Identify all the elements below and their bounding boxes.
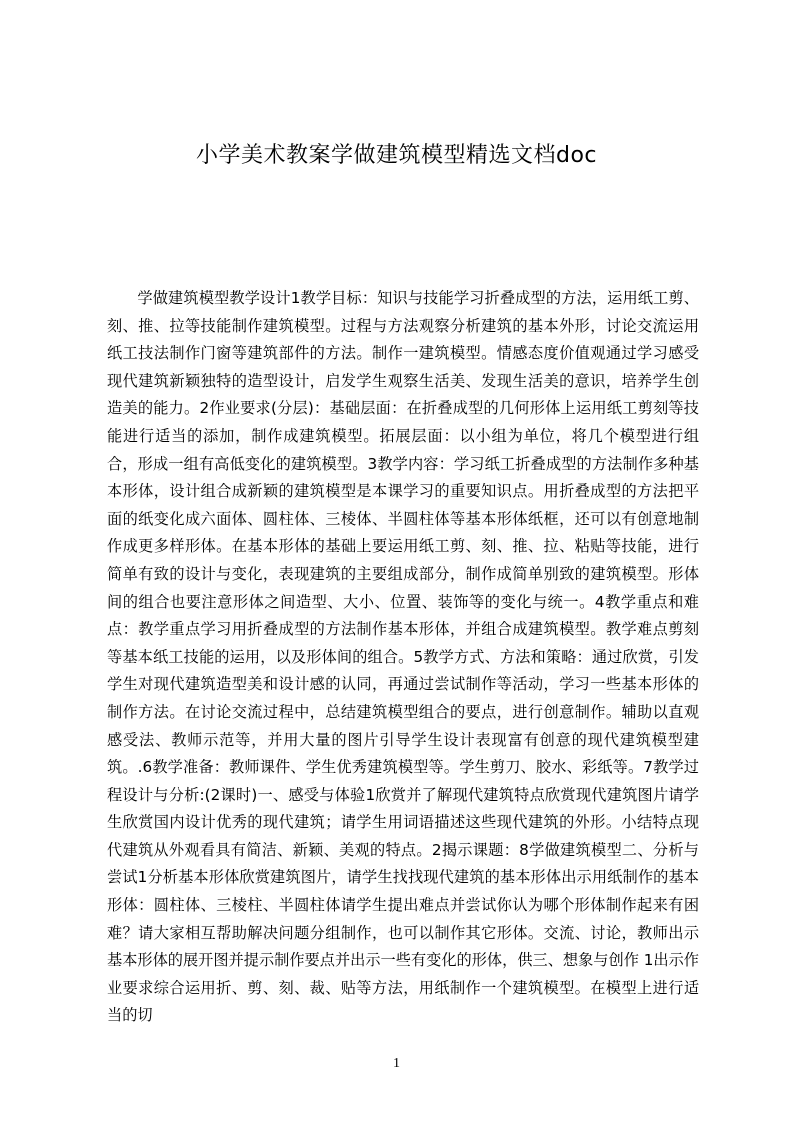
page-number: 1: [393, 1056, 400, 1071]
document-title: 小学美术教案学做建筑模型精选文档doc: [195, 143, 598, 168]
document-body-paragraph: 学做建筑模型教学设计1教学目标：知识与技能学习折叠成型的方法，运用纸工剪、刻、推、拉等技能制作建筑模型。过程与方法观察分析建筑的基本外形，讨论交流运用纸工技法制作门窗等建筑部件的方法。制作一建筑模型。情感态度价值观通过学习感受现代建筑新颖独特的造型设计，启发学生观察生活美、发现生活美的意识，培养学生创造美的能力。2作业要求(分层)：基础层面：在折叠成型的几何形体上运用纸工剪刻等技能进行适当的添加，制作成建筑模型。拓展层面：以小组为单位，将几个模型进行组合，形成一组有高低变化的建筑模型。3教学内容：学习纸工折叠成型的方法制作多种基本形体，设计组合成新颖的建筑模型是本课学习的重要知识点。用折叠成型的方法把平面的纸变化成六面体、圆柱体、三棱体、半圆柱体等基本形体纸框，还可以有创意地制作成更多样形体。在基本形体的基础上要运用纸工剪、刻、推、拉、粘贴等技能，进行简单有致的设计与变化，表现建筑的主要组成部分，制作成简单别致的建筑模型。形体间的组合也要注意形体之间造型、大小、位置、装饰等的变化与统一。4教学重点和难点：教学重点学习用折叠成型的方法制作基本形体，并组合成建筑模型。教学难点剪刻等基本纸工技能的运用，以及形体间的组合。5教学方式、方法和策略：通过欣赏，引发学生对现代建筑造型美和设计感的认同，再通过尝试制作等活动，学习一些基本形体的制作方法。在讨论交流过程中，总结建筑模型组合的要点，进行创意制作。辅助以直观感受法、教师示范等，并用大量的图片引导学生设计表现富有创意的现代建筑模型建筑。.6教学准备：教师课件、学生优秀建筑模型等。学生剪刀、胶水、彩纸等。7教学过程设计与分析:(2课时)一、感受与体验1欣赏并了解现代建筑特点欣赏现代建筑图片请学生欣赏国内设计优秀的现代建筑；请学生用词语描述这些现代建筑的外形。小结特点现代建筑从外观看具有简洁、新颖、美观的特点。2揭示课题：8学做建筑模型二、分析与尝试1分析基本形体欣赏建筑图片，请学生找找现代建筑的基本形体出示用纸制作的基本形体：圆柱体、三棱柱、半圆柱体请学生提出难点并尝试你认为哪个形体制作起来有困难？请大家相互帮助解决问题分组制作，也可以制作其它形体。交流、讨论，教师出示基本形体的展开图并提示制作要点并出示一些有变化的形体，供三、想象与创作 1出示作业要求综合运用折、剪、刻、裁、贴等方法，用纸制作一个建筑模型。在模型上进行适当的切: [107, 289, 699, 1025]
